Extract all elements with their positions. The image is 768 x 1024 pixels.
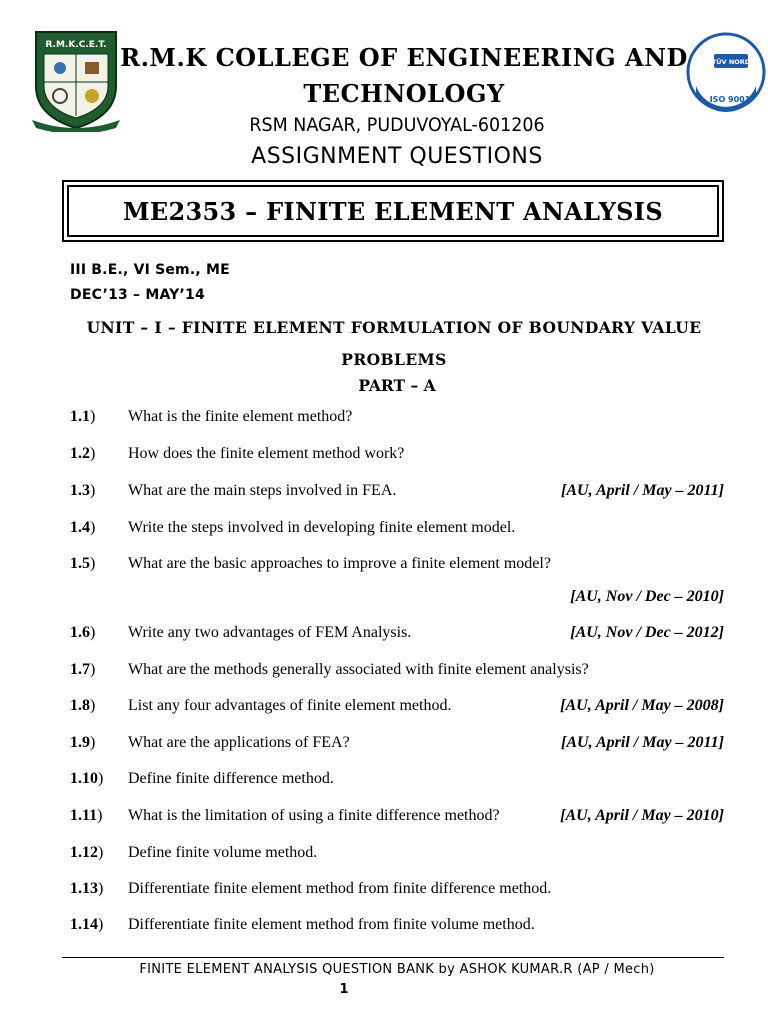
question-item: [70, 697, 730, 719]
college-name-line2: TECHNOLOGY: [303, 79, 505, 108]
question-item: [70, 880, 730, 902]
question-number: 1.6): [70, 624, 96, 641]
iso-certification-badge: [686, 32, 766, 112]
question-reference: [AU, Nov / Dec – 2010]: [570, 588, 724, 605]
question-reference: [AU, April / May – 2011]: [561, 482, 724, 499]
question-number: 1.7): [70, 661, 96, 678]
question-text: What is the limitation of using a finite difference method?: [128, 807, 500, 824]
question-item: [70, 408, 730, 430]
question-number: 1.9): [70, 734, 96, 751]
question-item: [70, 734, 730, 756]
question-text: What are the applications of FEA?: [128, 734, 350, 751]
college-name: [110, 40, 698, 112]
class-info: III B.E., VI Sem., ME: [70, 262, 230, 278]
question-text: What are the main steps involved in FEA.: [128, 482, 397, 499]
question-number: 1.2): [70, 445, 96, 462]
question-item: [70, 661, 730, 683]
question-item: [70, 482, 730, 504]
question-number: 1.11): [70, 807, 103, 824]
course-title: ME2353 – FINITE ELEMENT ANALYSIS: [67, 185, 719, 237]
question-text: What are the methods generally associated with finite element analysis?: [128, 661, 589, 678]
question-reference: [AU, April / May – 2008]: [560, 697, 724, 714]
page-number: 1: [339, 982, 349, 997]
question-text: Define finite volume method.: [128, 844, 318, 861]
question-number: 1.12): [70, 844, 104, 861]
question-text: Differentiate finite element method from finite volume method.: [128, 916, 535, 933]
question-reference-row: [70, 588, 730, 610]
question-item: [70, 807, 730, 829]
question-number: 1.14): [70, 916, 104, 933]
question-item: [70, 844, 730, 866]
question-text: What are the basic approaches to improve a finite element model?: [128, 555, 551, 572]
footer-divider: [62, 957, 724, 958]
part-title: PART – A: [358, 376, 436, 395]
question-item: [70, 519, 730, 541]
svg-text:R.M.K.C.E.T.: R.M.K.C.E.T.: [45, 40, 107, 50]
unit-title: UNIT – I – FINITE ELEMENT FORMULATION OF BOUNDARY VALUE PROBLEMS: [86, 318, 702, 369]
question-reference: [AU, Nov / Dec – 2012]: [570, 624, 724, 641]
question-item: [70, 555, 730, 577]
question-reference: [AU, April / May – 2011]: [561, 734, 724, 751]
question-number: 1.8): [70, 697, 96, 714]
question-number: 1.4): [70, 519, 96, 536]
footer-text: FINITE ELEMENT ANALYSIS QUESTION BANK by ASHOK KUMAR.R (AP / Mech): [139, 962, 655, 977]
question-text: Write the steps involved in developing finite element model.: [128, 519, 516, 536]
question-text: List any four advantages of finite element method.: [128, 697, 452, 714]
question-item: [70, 445, 730, 467]
question-text: How does the finite element method work?: [128, 445, 405, 462]
session-info: DEC’13 – MAY’14: [70, 287, 205, 303]
question-text: Write any two advantages of FEM Analysis.: [128, 624, 412, 641]
question-item: [70, 916, 730, 938]
question-number: 1.3): [70, 482, 96, 499]
college-address: RSM NAGAR, PUDUVOYAL-601206: [249, 114, 545, 136]
question-number: 1.5): [70, 555, 96, 572]
question-number: 1.13): [70, 880, 104, 897]
college-name-line1: R.M.K COLLEGE OF ENGINEERING AND: [120, 43, 688, 72]
question-number: 1.1): [70, 408, 96, 425]
question-item: [70, 624, 730, 646]
question-text: Define finite difference method.: [128, 770, 334, 787]
svg-text:ISO 9001: ISO 9001: [709, 95, 751, 104]
svg-text:TÜV NORD: TÜV NORD: [711, 58, 751, 66]
question-item: [70, 770, 730, 792]
question-reference: [AU, April / May – 2010]: [560, 807, 724, 824]
question-number: 1.10): [70, 770, 104, 787]
document-title: ASSIGNMENT QUESTIONS: [251, 144, 543, 169]
question-text: What is the finite element method?: [128, 408, 353, 425]
question-text: Differentiate finite element method from finite difference method.: [128, 880, 552, 897]
course-title-box: [62, 180, 724, 242]
